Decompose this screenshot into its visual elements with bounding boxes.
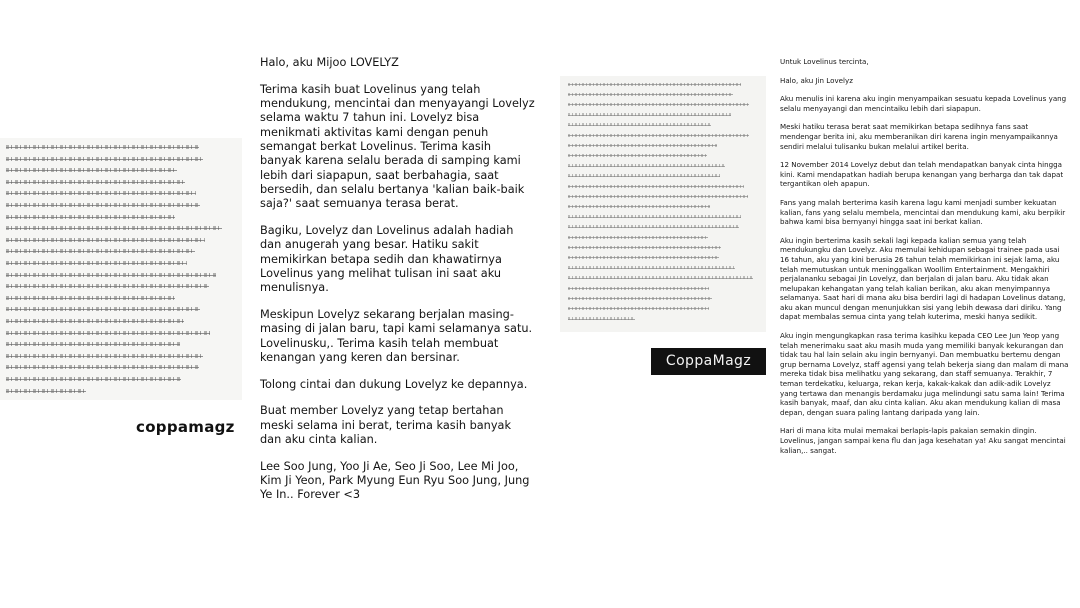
handwriting-line — [6, 309, 200, 310]
handwriting-line — [568, 319, 635, 320]
handwriting-line — [6, 147, 199, 148]
handwriting-line — [6, 367, 199, 368]
handwriting-line — [568, 298, 712, 299]
handwriting-line — [568, 308, 709, 309]
handwriting-line — [6, 182, 185, 183]
mijoo-greeting: Halo, aku Mijoo LOVELYZ — [260, 56, 399, 69]
mijoo-paragraph: Tolong cintai dan dukung Lovelyz ke depannya. — [260, 377, 528, 391]
mijoo-paragraph: Buat member Lovelyz yang tetap bertahan meski selama ini berat, terima kasih banyak dan aku cinta kalian. — [260, 404, 511, 447]
handwriting-line — [6, 344, 180, 345]
jin-salutation: Untuk Lovelinus tercinta, — [780, 57, 869, 66]
handwriting-line — [568, 176, 720, 177]
handwriting-line — [568, 288, 709, 289]
handwriting-line — [6, 275, 216, 276]
handwriting-line — [6, 263, 187, 264]
mijoo-paragraph: Bagiku, Lovelyz dan Lovelinus adalah hadiah dan anugerah yang besar. Hatiku sakit memikirkan betapa sedih dan khawatirnya Lovelinus yang melihat tulisan ini saat aku menulisnya. — [260, 223, 514, 295]
handwriting-line — [6, 286, 209, 287]
handwriting-line — [568, 115, 731, 116]
handwriting-line — [568, 155, 707, 156]
mijoo-paragraph: Terima kasih buat Lovelinus yang telah mendukung, mencintai dan menyayangi Lovelyz selama waktu 7 tahun ini. Lovelyz bisa menikmati aktivitas kami dengan penuh semangat berkat Lovelinus. Terima kasih banyak karena selalu berada di samping kami lebih dari siapapun, saat berbahagia, saat bersedih, dan selalu bertanya 'kalian baik-baik saja?' saat semuanya terasa berat. — [260, 82, 535, 211]
handwriting-line — [568, 145, 717, 146]
handwriting-line — [6, 228, 222, 229]
handwriting-line — [568, 257, 719, 258]
handwriting-line — [6, 356, 203, 357]
handwriting-line — [6, 240, 205, 241]
jin-paragraph: Hari di mana kita mulai memakai berlapis-lapis pakaian semakin dingin. Lovelinus, jangan sampai kena flu dan jaga kesehatan ya! Aku sangat mencintai kalian,.. sangat. — [780, 426, 1066, 455]
jin-greeting: Halo, aku Jin Lovelyz — [780, 75, 853, 85]
jin-paragraph: Fans yang malah berterima kasih karena lagu kami menjadi sumber kekuatan kalian, fans yang selalu membela, mencintai dan mendukung kami, aku berpikir bahwa kami bisa bernyanyi hingga saat ini berkat kalian. — [780, 197, 1066, 227]
handwriting-line — [568, 247, 721, 248]
jin-paragraph: Aku ingin mengungkapkan rasa terima kasihku kepada CEO Lee Jun Yeop yang telah menerimaku saat aku masih muda yang memiliki banyak kekurangan dan tidak tau hal lain selain aku ingin bernyanyi. Dan membuatku bertemu dengan grup bernama Lovelyz, staff agensi yang telah bekerja siang dan malam di mana mereka tidak bisa melihatku yang sekarang, dan staff semuanya. Terakhir, 7 teman terdekatku, keluarga, rekan kerja, kakak-kakak dan adik-adik Lovelyz yang tertawa dan menangis berdamaku juga melindungi satu sama lain! Terima kasih banyak, maaf, dan aku cinta kalian. Aku akan mendukung kalian di masa depan, dengan suara paling lantang daripada yang lain. — [780, 331, 1069, 417]
handwriting-line — [6, 193, 196, 194]
handwriting-line — [568, 217, 741, 218]
handwriting-line — [568, 125, 711, 126]
mijoo-letter-translation — [260, 56, 535, 515]
handwriting-line — [568, 186, 744, 187]
handwriting-line — [568, 104, 749, 105]
handwriting-line — [568, 227, 739, 228]
handwriting-line — [6, 217, 175, 218]
mijoo-signoff: Lee Soo Jung, Yoo Ji Ae, Seo Ji Soo, Lee Mi Joo, Kim Ji Yeon, Park Myung Eun Ryu Soo Jung, Jung Ye In.. Forever <3 — [260, 459, 530, 502]
handwriting-line — [568, 278, 753, 279]
handwriting-line — [568, 135, 749, 136]
handwritten-letter-photo-2 — [560, 76, 766, 332]
handwriting-line — [6, 379, 181, 380]
jin-letter-translation — [780, 57, 1070, 464]
mijoo-paragraph: Meskipun Lovelyz sekarang berjalan masing-masing di jalan baru, tapi kami selamanya satu. Lovelinusku,. Terima kasih telah membuat kenangan yang keren dan bersinar. — [260, 307, 533, 364]
handwritten-letter-photo-1 — [0, 138, 242, 400]
handwriting-line — [6, 391, 86, 392]
jin-paragraph: Meski hatiku terasa berat saat memikirkan betapa sedihnya fans saat mendengar berita ini, aku memberanikan diri karena ingin menyampaikannya sendiri melalui tulisanku bukan melalui artikel berita. — [780, 122, 1058, 151]
coppamagz-badge: CoppaMagz — [651, 348, 766, 375]
handwriting-line — [568, 206, 710, 207]
handwriting-line — [568, 94, 733, 95]
handwriting-line — [6, 159, 203, 160]
handwriting-line — [6, 321, 184, 322]
handwriting-line — [6, 298, 175, 299]
handwriting-line — [568, 268, 735, 269]
handwriting-line — [568, 196, 748, 197]
handwriting-line — [6, 333, 210, 334]
coppamagz-watermark: coppamagz — [136, 418, 235, 436]
handwriting-line — [568, 84, 741, 85]
jin-paragraph: Aku menulis ini karena aku ingin menyampaikan sesuatu kepada Lovelinus yang selalu menyayangi dan mencintaiku lebih dari siapapun. — [780, 94, 1067, 113]
handwriting-line — [568, 237, 708, 238]
handwriting-line — [6, 251, 195, 252]
handwriting-line — [568, 166, 725, 167]
handwriting-line — [6, 170, 177, 171]
jin-paragraph: 12 November 2014 Lovelyz debut dan telah mendapatkan banyak cinta hingga kini. Kami mendapatkan hadiah berupa kenangan yang berharga dan tak dapat tergantikan oleh apapun. — [780, 160, 1064, 189]
handwriting-line — [6, 205, 200, 206]
jin-paragraph: Aku ingin berterima kasih sekali lagi kepada kalian semua yang telah mendukungku dan Lovelyz. Aku memulai kehidupan sebagai trainee pada usai 16 tahun, aku yang kini berusia 26 tahun telah memikirkan ini sejak lama, aku telah memutuskan untuk meninggalkan Woollim Entertainment. Mengakhiri perjalananku sebagai Jin Lovelyz, dan berjalan di jalan baru. Aku tidak akan melupakan kehangatan yang telah kalian berikan, aku akan menyimpannya selamanya. Saat hari di mana aku bisa berdiri lagi di hadapan Lovelinus datang, aku akan muncul dengan menunjukkan sisi yang lebih dewasa dari diriku. Yang dapat membalas semua cinta yang telah kuterima, meski hanya sedikit. — [780, 235, 1066, 322]
